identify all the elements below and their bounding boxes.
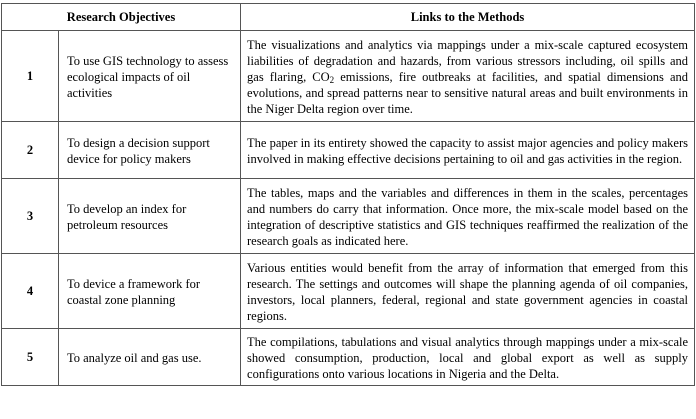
table-row xyxy=(2,122,695,179)
row-method-link: Various entities would benefit from the array of information that emerged from this research. The settings and outcomes will shape the planning agenda of oil companies, investors, local planners, federal, regional and state government agencies in coastal regions. xyxy=(241,254,695,329)
table-row xyxy=(2,329,695,386)
row-objective: To develop an index for petroleum resources xyxy=(59,179,241,254)
row-method-link xyxy=(241,31,695,122)
row-number: 4 xyxy=(2,254,59,329)
method-link-text-post: emissions, fire outbreaks at facilities, and spatial dimensions and evolutions, and spread patterns near to sensitive natural areas and built environments in the Niger Delta region over time. xyxy=(247,69,689,116)
row-method-link: The tables, maps and the variables and differences in them in the scales, percentages and numbers do carry that information. Once more, the mix-scale model based on the integration of descriptive statistics and GIS techniques reaffirmed the realization of the research goals as indicated here. xyxy=(241,179,695,254)
header-research-objectives: Research Objectives xyxy=(2,4,241,31)
table-row xyxy=(2,31,695,122)
row-number: 5 xyxy=(2,329,59,386)
row-objective: To device a framework for coastal zone planning xyxy=(59,254,241,329)
method-link-text-pre: The visualizations and analytics via mappings under a mix-scale captured ecosystem liabilities of degradation and hazards, from various stressors including, oil spills and gas flaring, CO xyxy=(247,37,689,84)
row-number: 3 xyxy=(2,179,59,254)
row-method-link: The paper in its entirety showed the capacity to assist major agencies and policy makers involved in making effective decisions pertaining to oil and gas activities in the region. xyxy=(241,122,695,179)
objectives-methods-table xyxy=(1,3,695,386)
table-header-row xyxy=(2,4,695,31)
row-objective: To use GIS technology to assess ecological impacts of oil activities xyxy=(59,31,241,122)
row-objective: To analyze oil and gas use. xyxy=(59,329,241,386)
row-number: 1 xyxy=(2,31,59,122)
table-row xyxy=(2,254,695,329)
table-row xyxy=(2,179,695,254)
row-number: 2 xyxy=(2,122,59,179)
method-link-subscript: 2 xyxy=(329,74,335,85)
row-objective: To design a decision support device for policy makers xyxy=(59,122,241,179)
row-method-link: The compilations, tabulations and visual analytics through mappings under a mix-scale showed consumption, production, local and global export as well as supply configurations onto various locations in Nigeria and the Delta. xyxy=(241,329,695,386)
header-links-to-methods: Links to the Methods xyxy=(241,4,695,31)
